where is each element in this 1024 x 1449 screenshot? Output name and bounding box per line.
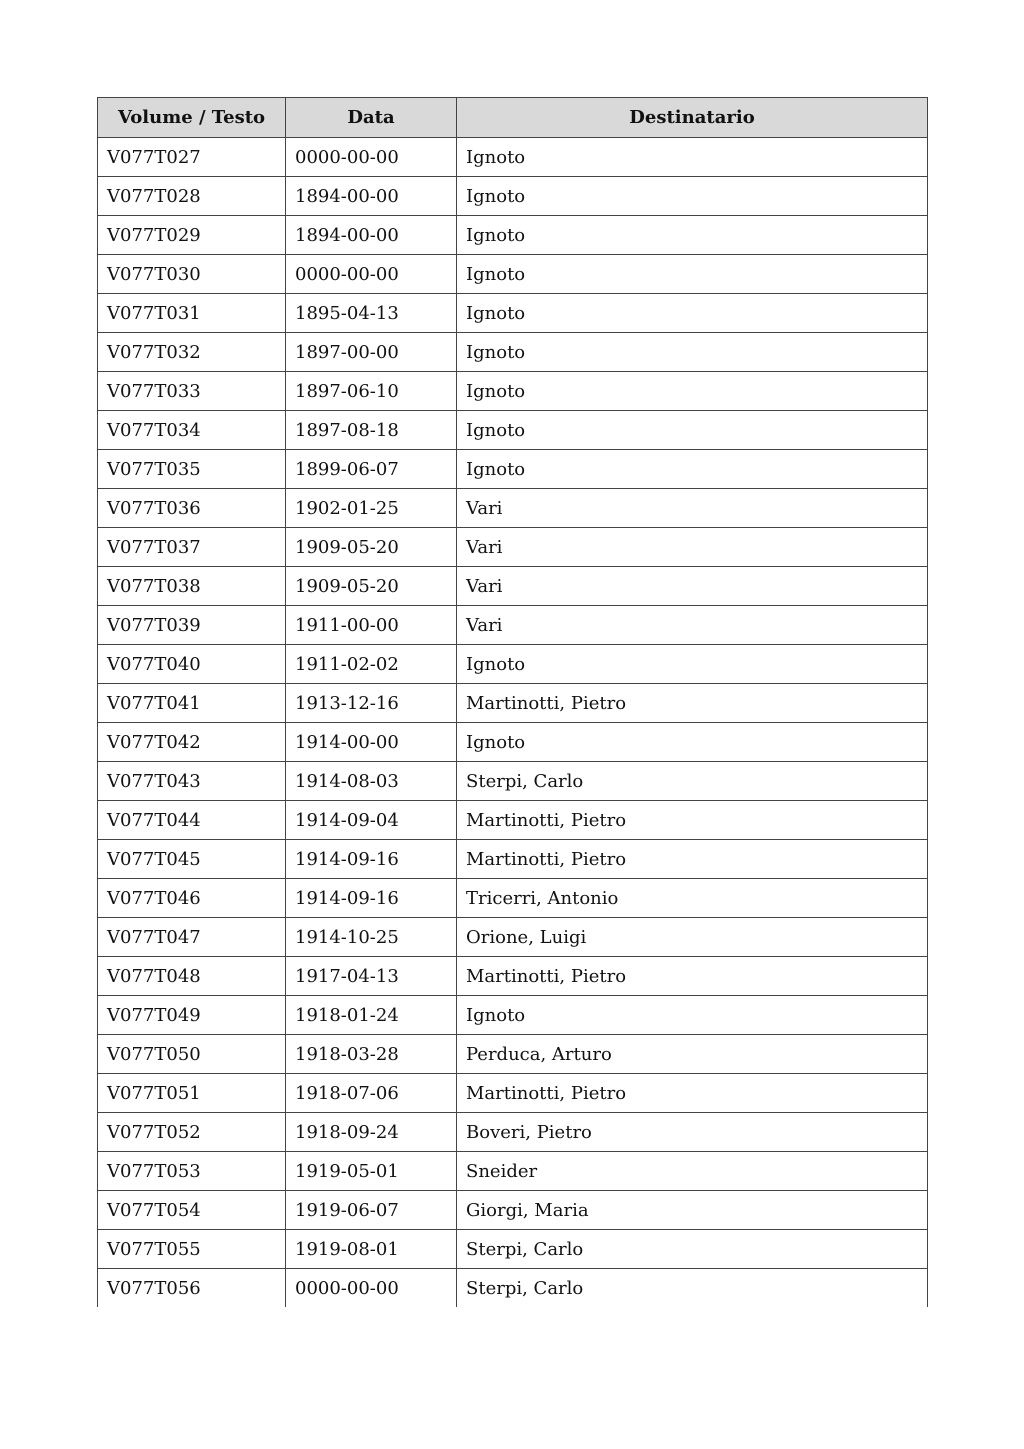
volume-testo-cell: V077T028 — [98, 177, 286, 216]
table-row — [98, 450, 928, 489]
destinatario-cell: Vari — [457, 567, 928, 606]
volume-testo-cell: V077T027 — [98, 138, 286, 177]
table-row — [98, 645, 928, 684]
volume-testo-cell: V077T030 — [98, 255, 286, 294]
table-row — [98, 801, 928, 840]
data-cell: 1897-08-18 — [286, 411, 457, 450]
table-row — [98, 606, 928, 645]
data-cell: 1911-00-00 — [286, 606, 457, 645]
data-cell: 1914-08-03 — [286, 762, 457, 801]
table-row — [98, 723, 928, 762]
data-cell: 0000-00-00 — [286, 255, 457, 294]
destinatario-cell: Ignoto — [457, 216, 928, 255]
table-row — [98, 1191, 928, 1230]
destinatario-cell: Boveri, Pietro — [457, 1113, 928, 1152]
table-row — [98, 489, 928, 528]
data-cell: 1894-00-00 — [286, 216, 457, 255]
destinatario-cell: Giorgi, Maria — [457, 1191, 928, 1230]
column-header-data: Data — [286, 98, 457, 138]
destinatario-cell: Ignoto — [457, 333, 928, 372]
table-row — [98, 957, 928, 996]
data-cell: 1913-12-16 — [286, 684, 457, 723]
volume-testo-cell: V077T049 — [98, 996, 286, 1035]
volume-testo-cell: V077T053 — [98, 1152, 286, 1191]
volume-testo-cell: V077T035 — [98, 450, 286, 489]
destinatario-cell: Sterpi, Carlo — [457, 1269, 928, 1308]
destinatario-cell: Martinotti, Pietro — [457, 1074, 928, 1113]
table-row — [98, 918, 928, 957]
destinatario-cell: Martinotti, Pietro — [457, 801, 928, 840]
volume-testo-cell: V077T054 — [98, 1191, 286, 1230]
volume-testo-cell: V077T050 — [98, 1035, 286, 1074]
volume-testo-cell: V077T033 — [98, 372, 286, 411]
volume-testo-cell: V077T043 — [98, 762, 286, 801]
volume-testo-cell: V077T042 — [98, 723, 286, 762]
table-row — [98, 1113, 928, 1152]
letters-table — [97, 97, 928, 1307]
data-cell: 1911-02-02 — [286, 645, 457, 684]
data-cell: 1919-06-07 — [286, 1191, 457, 1230]
volume-testo-cell: V077T029 — [98, 216, 286, 255]
data-cell: 1909-05-20 — [286, 528, 457, 567]
table-body — [98, 138, 928, 1308]
table-row — [98, 684, 928, 723]
destinatario-cell: Ignoto — [457, 177, 928, 216]
destinatario-cell: Ignoto — [457, 996, 928, 1035]
volume-testo-cell: V077T045 — [98, 840, 286, 879]
table-row — [98, 1035, 928, 1074]
destinatario-cell: Ignoto — [457, 255, 928, 294]
destinatario-cell: Ignoto — [457, 372, 928, 411]
data-cell: 1899-06-07 — [286, 450, 457, 489]
table-header-row — [98, 98, 928, 138]
letters-table-container — [97, 97, 927, 1307]
column-header-volume-testo: Volume / Testo — [98, 98, 286, 138]
data-cell: 1918-09-24 — [286, 1113, 457, 1152]
volume-testo-cell: V077T040 — [98, 645, 286, 684]
table-row — [98, 996, 928, 1035]
table-row — [98, 138, 928, 177]
destinatario-cell: Sneider — [457, 1152, 928, 1191]
volume-testo-cell: V077T041 — [98, 684, 286, 723]
data-cell: 1895-04-13 — [286, 294, 457, 333]
table-row — [98, 528, 928, 567]
table-row — [98, 411, 928, 450]
volume-testo-cell: V077T051 — [98, 1074, 286, 1113]
data-cell: 1919-08-01 — [286, 1230, 457, 1269]
destinatario-cell: Vari — [457, 528, 928, 567]
destinatario-cell: Orione, Luigi — [457, 918, 928, 957]
destinatario-cell: Perduca, Arturo — [457, 1035, 928, 1074]
column-header-destinatario: Destinatario — [457, 98, 928, 138]
table-row — [98, 567, 928, 606]
data-cell: 1897-06-10 — [286, 372, 457, 411]
data-cell: 1918-01-24 — [286, 996, 457, 1035]
table-row — [98, 1152, 928, 1191]
destinatario-cell: Ignoto — [457, 294, 928, 333]
data-cell: 1914-09-16 — [286, 840, 457, 879]
volume-testo-cell: V077T039 — [98, 606, 286, 645]
table-row — [98, 1230, 928, 1269]
data-cell: 1918-03-28 — [286, 1035, 457, 1074]
volume-testo-cell: V077T056 — [98, 1269, 286, 1308]
volume-testo-cell: V077T036 — [98, 489, 286, 528]
table-row — [98, 294, 928, 333]
volume-testo-cell: V077T034 — [98, 411, 286, 450]
data-cell: 1914-00-00 — [286, 723, 457, 762]
destinatario-cell: Ignoto — [457, 138, 928, 177]
table-row — [98, 762, 928, 801]
data-cell: 1902-01-25 — [286, 489, 457, 528]
data-cell: 1918-07-06 — [286, 1074, 457, 1113]
data-cell: 1909-05-20 — [286, 567, 457, 606]
table-row — [98, 1074, 928, 1113]
data-cell: 1914-09-04 — [286, 801, 457, 840]
destinatario-cell: Vari — [457, 489, 928, 528]
table-row — [98, 333, 928, 372]
volume-testo-cell: V077T052 — [98, 1113, 286, 1152]
destinatario-cell: Martinotti, Pietro — [457, 684, 928, 723]
data-cell: 1914-09-16 — [286, 879, 457, 918]
table-row — [98, 255, 928, 294]
destinatario-cell: Vari — [457, 606, 928, 645]
table-row — [98, 216, 928, 255]
destinatario-cell: Ignoto — [457, 411, 928, 450]
data-cell: 1919-05-01 — [286, 1152, 457, 1191]
volume-testo-cell: V077T048 — [98, 957, 286, 996]
table-row — [98, 372, 928, 411]
volume-testo-cell: V077T032 — [98, 333, 286, 372]
table-row — [98, 177, 928, 216]
volume-testo-cell: V077T055 — [98, 1230, 286, 1269]
data-cell: 1917-04-13 — [286, 957, 457, 996]
volume-testo-cell: V077T046 — [98, 879, 286, 918]
destinatario-cell: Martinotti, Pietro — [457, 840, 928, 879]
destinatario-cell: Ignoto — [457, 723, 928, 762]
destinatario-cell: Martinotti, Pietro — [457, 957, 928, 996]
destinatario-cell: Sterpi, Carlo — [457, 762, 928, 801]
destinatario-cell: Ignoto — [457, 645, 928, 684]
volume-testo-cell: V077T047 — [98, 918, 286, 957]
destinatario-cell: Ignoto — [457, 450, 928, 489]
data-cell: 1897-00-00 — [286, 333, 457, 372]
volume-testo-cell: V077T044 — [98, 801, 286, 840]
data-cell: 0000-00-00 — [286, 1269, 457, 1308]
volume-testo-cell: V077T031 — [98, 294, 286, 333]
volume-testo-cell: V077T038 — [98, 567, 286, 606]
destinatario-cell: Sterpi, Carlo — [457, 1230, 928, 1269]
table-row — [98, 840, 928, 879]
data-cell: 1914-10-25 — [286, 918, 457, 957]
table-row — [98, 879, 928, 918]
data-cell: 1894-00-00 — [286, 177, 457, 216]
destinatario-cell: Tricerri, Antonio — [457, 879, 928, 918]
volume-testo-cell: V077T037 — [98, 528, 286, 567]
table-row — [98, 1269, 928, 1308]
data-cell: 0000-00-00 — [286, 138, 457, 177]
